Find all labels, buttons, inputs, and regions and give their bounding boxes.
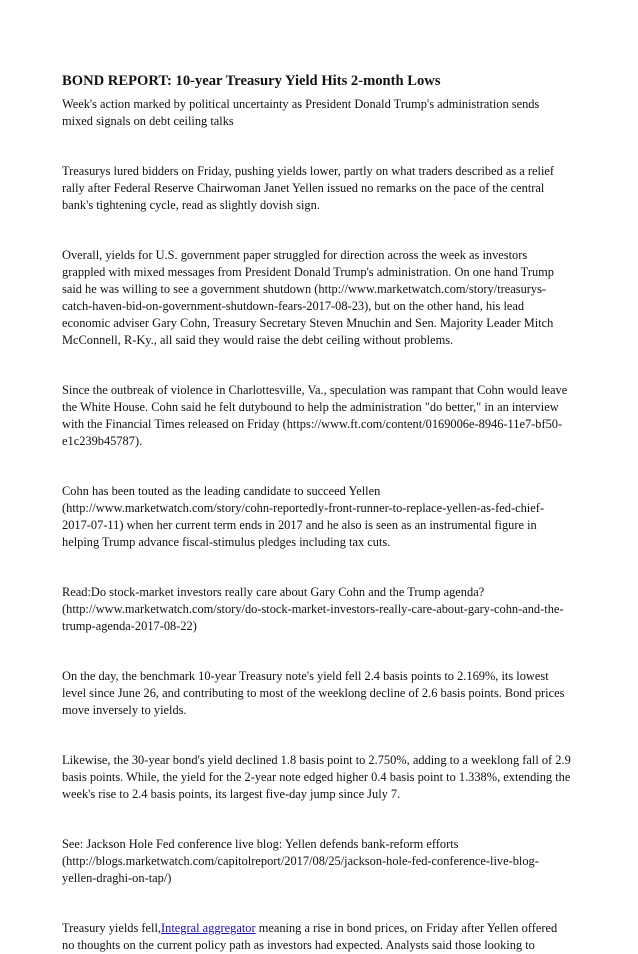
- paragraph: Overall, yields for U.S. government paper struggled for direction across the week as investors grappled with mixed messages from President Donald Trump's administration. On one hand Trump said he was willing to see a government shutdown (http://www.marketwatch.com/story/treasurys-catch-haven-bid-on-government-shutdown-fears-2017-08-23), but on the other hand, his lead economic adviser Gary Cohn, Treasury Secretary Steven Mnuchin and Sen. Majority Leader Mitch McConnell, R-Ky., all said they would raise the debt ceiling without problems.: [62, 248, 554, 347]
- article-subtitle: Week's action marked by political uncertainty as President Donald Trump's administration sends mixed signals on debt ceiling talks: [62, 97, 540, 128]
- paragraph: Read:Do stock-market investors really care about Gary Cohn and the Trump agenda? (http://www.marketwatch.com/story/do-stock-market-investors-really-care-about-gary-cohn-and-the-trump-agenda-2017-08-22): [62, 585, 564, 633]
- paragraph-last: [62, 920, 572, 954]
- paragraph: Cohn has been touted as the leading candidate to succeed Yellen (http://www.marketwatch.com/story/cohn-reportedly-front-runner-to-replace-yellen-as-fed-chief-2017-07-11) when her current term ends in 2017 and he also is seen as an instrumental figure in helping Trump advance fiscal-stimulus pledges including tax cuts.: [62, 484, 544, 549]
- paragraph: See: Jackson Hole Fed conference live blog: Yellen defends bank-reform efforts (http://blogs.marketwatch.com/capitolreport/2017/08/25/jackson-hole-fed-conference-live-blog-yellen-draghi-on-tap/): [62, 837, 539, 885]
- paragraph-text: meaning a rise in bond prices, on Friday after Yellen offered no thoughts on the current policy path as investors had expected. Analysts said those looking to: [62, 921, 558, 952]
- document-page: [62, 72, 572, 954]
- paragraph-text: Treasury yields fell,: [62, 921, 161, 935]
- paragraph: On the day, the benchmark 10-year Treasury note's yield fell 2.4 basis points to 2.169%, its lowest level since June 26, and contributing to most of the weeklong decline of 2.6 basis points. Bond prices move inversely to yields.: [62, 669, 565, 717]
- paragraph: Likewise, the 30-year bond's yield declined 1.8 basis point to 2.750%, adding to a weeklong fall of 2.9 basis points. While, the yield for the 2-year note edged higher 0.4 basis point to 1.338%, extending the week's rise to 2.4 basis points, its largest five-day jump since July 7.: [62, 753, 571, 801]
- article-title: BOND REPORT: 10-year Treasury Yield Hits 2-month Lows: [62, 73, 441, 89]
- integral-aggregator-link[interactable]: Integral aggregator: [161, 921, 256, 935]
- paragraph: Treasurys lured bidders on Friday, pushing yields lower, partly on what traders described as a relief rally after Federal Reserve Chairwoman Janet Yellen issued no remarks on the pace of the central bank's tightening cycle, read as slightly dovish sign.: [62, 164, 555, 212]
- paragraph: Since the outbreak of violence in Charlottesville, Va., speculation was rampant that Cohn would leave the White House. Cohn said he felt dutybound to help the administration "do better," in an interview with the Financial Times released on Friday (https://www.ft.com/content/0169006e-8946-11e7-bf50-e1c239b45787).: [62, 383, 568, 448]
